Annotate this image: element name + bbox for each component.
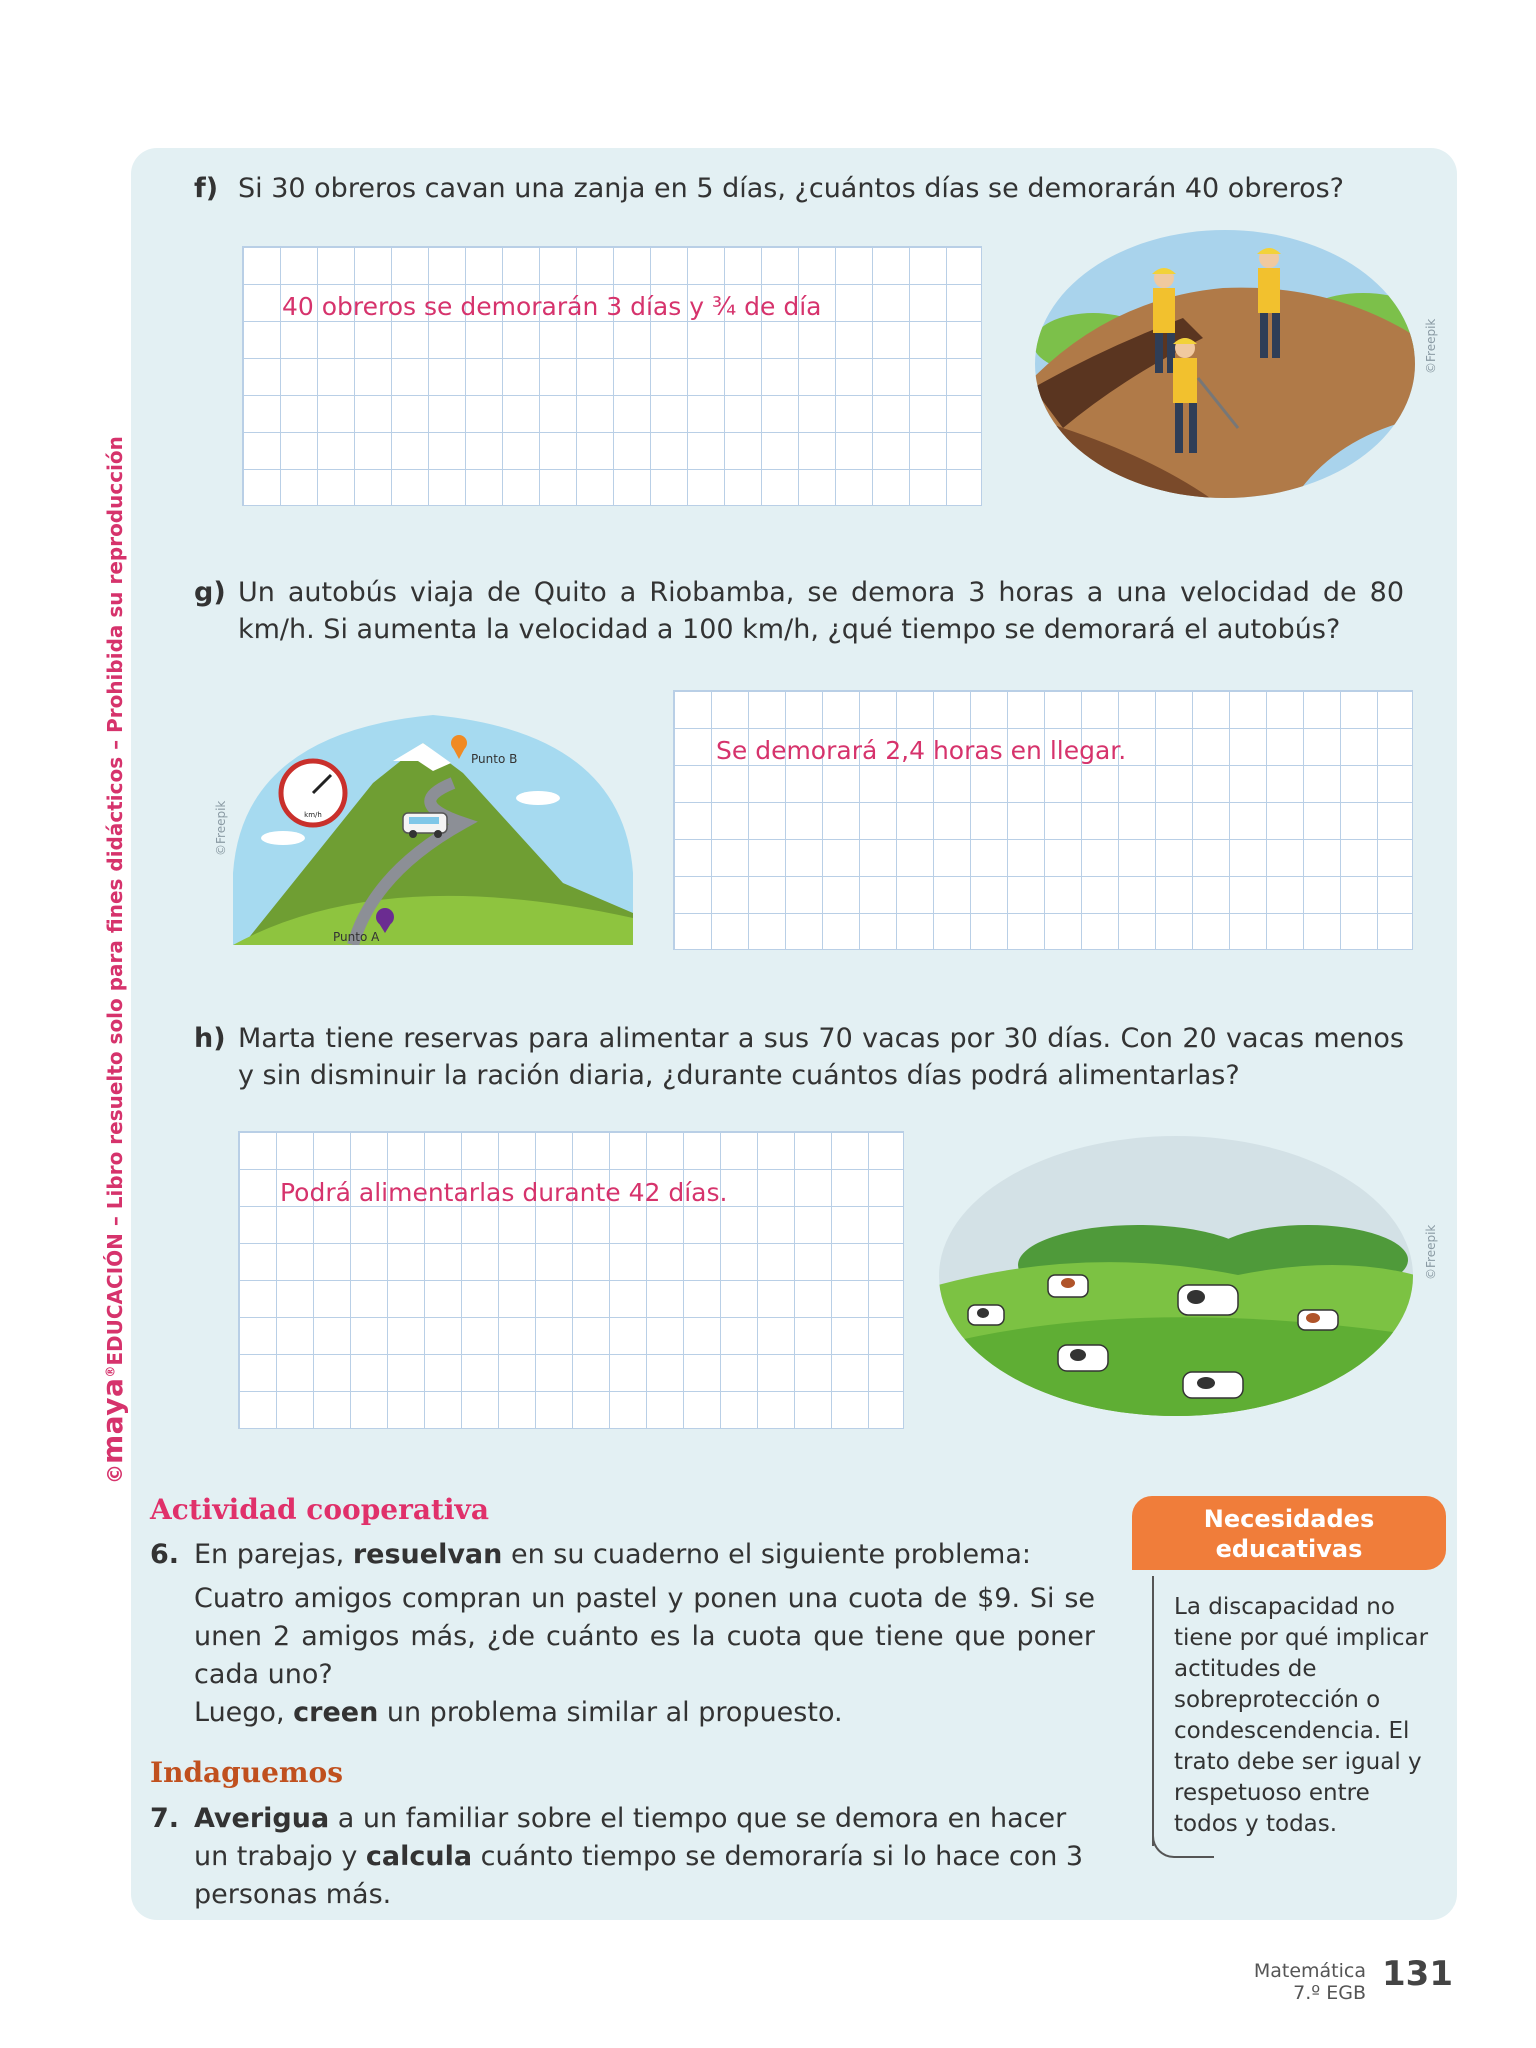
point-b-label: Punto B <box>471 752 518 766</box>
question-text: Marta tiene reservas para alimentar a sus 70 vacas por 30 días. Con 20 vacas menos y sin disminuir la ración diaria, ¿durante cuántos días podrá alimentarlas? <box>238 1023 1404 1091</box>
image-credit-f: ©Freepik <box>1424 318 1438 374</box>
cooperative-closing: Luego, creen un problema similar al propuesto. <box>194 1697 843 1728</box>
image-credit-g: ©Freepik <box>214 800 228 856</box>
footer-label <box>1254 1960 1366 2004</box>
question-letter: h) <box>194 1023 226 1054</box>
registered-mark: ® <box>103 1365 118 1378</box>
brand-logo: maya <box>96 1377 129 1464</box>
cooperative-item <box>150 1536 1095 1732</box>
question-text: Si 30 obreros cavan una zanja en 5 días, ¿cuántos días se demorarán 40 obreros? <box>238 173 1345 204</box>
answer-g: Se demorará 2,4 horas en llegar. <box>716 736 1127 765</box>
cows-pasture-illustration <box>938 1135 1415 1417</box>
cooperative-problem: Cuatro amigos compran un pastel y ponen una cuota de $9. Si se unen 2 amigos más, ¿de cuánto es la cuota que tiene que poner cada uno? <box>194 1583 1095 1690</box>
copyright-side-note <box>96 436 129 1484</box>
educational-needs-box <box>1132 1496 1446 1860</box>
image-credit-h: ©Freepik <box>1424 1224 1438 1280</box>
inquiry-text: Averigua a un familiar sobre el tiempo que se demora en hacer un trabajo y calcula cuánto tiempo se demoraría si lo hace con 3 personas más. <box>194 1803 1084 1910</box>
item-number: 7. <box>150 1803 180 1834</box>
question-f <box>194 170 1404 207</box>
answer-grid-h[interactable] <box>238 1131 904 1429</box>
workers-digging-illustration <box>1033 228 1418 500</box>
page-number: 131 <box>1382 1954 1453 1994</box>
speedometer-icon <box>281 761 345 825</box>
footer-grade: 7.º EGB <box>1293 1982 1366 2004</box>
question-h <box>194 1020 1404 1094</box>
item-intro: En parejas, resuelvan en su cuaderno el siguiente problema: <box>194 1539 1031 1570</box>
cooperative-title: Actividad cooperativa <box>150 1493 489 1526</box>
item-number: 6. <box>150 1539 180 1570</box>
speed-unit-label: km/h <box>304 811 322 819</box>
question-g <box>194 574 1404 648</box>
mountain-bus-illustration <box>233 713 633 945</box>
answer-h: Podrá alimentarlas durante 42 días. <box>280 1178 728 1207</box>
question-text: Un autobús viaja de Quito a Riobamba, se demora 3 horas a una velocidad de 80 km/h. Si aumenta la velocidad a 100 km/h, ¿qué tiempo se demorará el autobús? <box>238 577 1404 645</box>
copyright-symbol: © <box>103 1464 127 1484</box>
educational-needs-body: La discapacidad no tiene por qué implicar actitudes de sobreprotección o condescendencia. El trato debe ser igual y respetuoso entre todos y todas. <box>1174 1594 1429 1837</box>
inquiry-item <box>150 1800 1095 1914</box>
question-letter: g) <box>194 577 226 608</box>
answer-f: 40 obreros se demorarán 3 días y ¾ de día <box>282 292 822 321</box>
side-note-text: EDUCACIÓN – Libro resuelto solo para fines didácticos – Prohibida su reproducción <box>103 436 127 1366</box>
answer-grid-f[interactable] <box>242 246 982 506</box>
question-letter: f) <box>194 173 219 204</box>
footer-subject: Matemática <box>1253 1960 1366 1982</box>
educational-needs-title: Necesidades educativas <box>1132 1496 1446 1570</box>
box-divider <box>1152 1576 1154 1846</box>
answer-grid-g[interactable] <box>673 690 1413 950</box>
point-a-label: Punto A <box>333 930 380 944</box>
inquiry-title: Indaguemos <box>150 1756 343 1789</box>
